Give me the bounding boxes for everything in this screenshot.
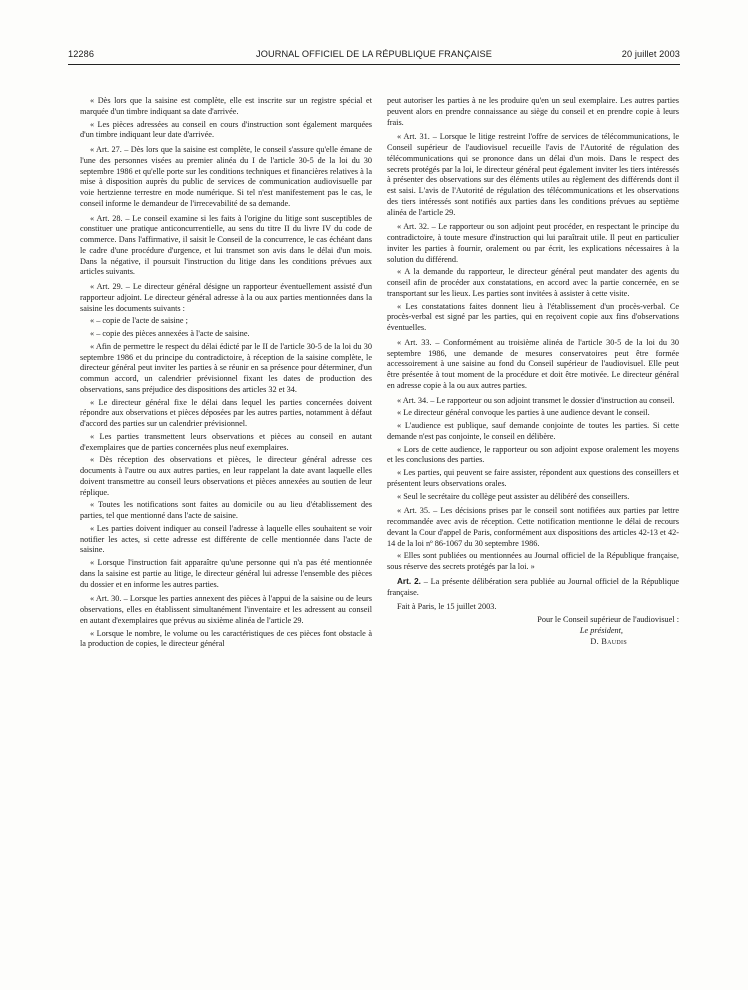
article-27: « Art. 27. – Dès lors que la saisine est complète, le conseil s'assure qu'elle émane de l'une des personnes visées au premier alinéa du I de l'article 30-5 de la loi du 30 septembre 1986 et qu'elle porte sur les conditions techniques et financières relatives à la mise à disposition auprès du public de services de communication audiovisuelle par voie hertzienne terrestre en mode numérique. Si tel n'est manifestement pas le cas, le conseil informe le demandeur de l'irrecevabilité de sa demande. [80,145,372,208]
signatory-name: D. Baudis [590,636,627,646]
signatory-role: Le président, [579,625,623,635]
paragraph: peut autoriser les parties à ne les produire qu'en un seul exemplaire. Les autres parties peuvent alors en prendre connaissance au siège du conseil et en prendre copie à leurs frais. [387,96,679,127]
article-34: « Art. 34. – Le rapporteur ou son adjoint transmet le dossier d'instruction au conseil. [397,395,675,405]
page-number: 12286 [68,49,95,59]
paragraph: « Afin de permettre le respect du délai édicté par le II de l'article 30-5 de la loi du 30 septembre 1986 et du principe du contradictoire, à réception de la saisine complète, le directeur général peut inviter les parties à se réunir en sa présence pour déterminer, d'un commun accord, un calendrier prévisionnel fixant les dates de production des observations, sans préjudice des dispositions des articles 32 et 34. [80,341,372,394]
paragraph: « Dès réception des observations et pièces, le directeur général adresse ces documents à l'autre ou aux autres parties, en leur rappelant la date avant laquelle elles doivent transmettre au conseil leurs observations et pièces annexées au soutien de leur réplique. [80,455,372,497]
paragraph: « Le directeur général fixe le délai dans lequel les parties concernées doivent répondre aux observations et pièces déposées par les autres parties, notamment à défaut d'accord des parties sur un calendrier prévisionnel. [80,397,372,428]
paragraph: « Les parties, qui peuvent se faire assister, répondent aux questions des conseillers et présentent leurs observations orales. [387,468,679,488]
place-date: Fait à Paris, le 15 juillet 2003. [397,602,497,612]
paragraph: « Les parties doivent indiquer au conseil l'adresse à laquelle elles souhaitent se voir notifier les actes, si cette adresse est différente de celle mentionnée dans l'acte de saisine. [80,523,372,555]
article-29: « Art. 29. – Le directeur général désigne un rapporteur éventuellement assisté d'un rapporteur adjoint. Le directeur général adresse à la ou aux parties mentionnées dans la saisine les documents suivants : [80,282,372,313]
paragraph: « Le directeur général convoque les parties à une audience devant le conseil. [397,408,650,418]
paragraph: « Les parties transmettent leurs observations et pièces au conseil en autant d'exemplaires que de parties concernées plus neuf exemplaires. [80,431,372,452]
article-35: « Art. 35. – Les décisions prises par le conseil sont notifiées aux parties par lettre recommandée avec avis de réception. Cette notification mentionne le délai de recours devant la Cour d'appel de Paris, conformément aux dispositions des articles 42-13 et 42-14 de la loi nº 86-1067 du 30 septembre 1986. [387,506,679,548]
paragraph: « Les pièces adressées au conseil en cours d'instruction sont également marquées d'un timbre indiquant leur date d'arrivée. [80,119,372,140]
right-column [387,96,679,647]
paragraph: « L'audience est publique, sauf demande conjointe de toutes les parties. Si cette demande n'est pas conjointe, le conseil en délibère. [387,421,679,441]
paragraph: « A la demande du rapporteur, le directeur général peut mandater des agents du conseil afin de procéder aux constatations, en accord avec la partie concernée, en se transportant sur les lieux. Les parties sont invitées à assister à cette visite. [387,267,679,298]
paragraph: « Dès lors que la saisine est complète, elle est inscrite sur un registre spécial et marquée d'un timbre indiquant sa date d'arrivée. [80,96,372,116]
article-2-text: – La présente délibération sera publiée au Journal officiel de la République française. [387,576,680,597]
page-header [68,49,680,63]
publication-date: 20 juillet 2003 [621,49,680,59]
header-rule [68,64,680,65]
paragraph: « Lorsque l'instruction fait apparaître qu'une personne qui n'a pas été mentionnée dans la saisine est partie au litige, le directeur général lui adresse l'ensemble des pièces du dossier et en informe les autres parties. [80,558,372,589]
article-2-label: Art. 2. [397,576,421,586]
article-32: « Art. 32. – Le rapporteur ou son adjoint peut procéder, en respectant le principe du contradictoire, à toute mesure d'instruction qui lui paraîtrait utile. Il peut en particulier inviter les parties à fournir, oralement ou par écrit, les explications nécessaires à la solution du différend. [387,222,679,264]
paragraph: « Les constatations faites donnent lieu à l'établissement d'un procès-verbal. Ce procès-verbal est signé par les parties, qui en reçoivent copie aux fins d'observations éventuelles. [387,301,679,332]
signatory-line: Pour le Conseil supérieur de l'audiovisuel : [537,615,679,624]
paragraph: « Lors de cette audience, le rapporteur ou son adjoint expose oralement les moyens et les conclusions des parties. [387,444,679,465]
article-33: « Art. 33. – Conformément au troisième alinéa de l'article 30-5 de la loi du 30 septembre 1986, une demande de mesures conservatoires peut être formée accessoirement à une saisine au fond du Conseil supérieur de l'audiovisuel. Elle peut être présentée à tout moment de la procédure et doit être motivée. Le directeur général en adresse copie à la ou aux autres parties. [387,337,679,390]
paragraph: « Toutes les notifications sont faites au domicile ou au lieu d'établissement des parties, tel que mentionné dans l'acte de saisine. [80,500,372,520]
list-item: « – copie des pièces annexées à l'acte de saisine. [90,329,250,338]
list-item: « – copie de l'acte de saisine ; [90,316,188,326]
article-2 [387,577,679,599]
paragraph: « Elles sont publiées ou mentionnées au Journal officiel de la République française, sous réserve des secrets protégés par la loi. » [387,551,679,571]
paragraph: « Lorsque le nombre, le volume ou les caractéristiques de ces pièces font obstacle à la production de copies, le directeur général [80,628,372,649]
left-column [80,96,372,652]
journal-title: JOURNAL OFFICIEL DE LA RÉPUBLIQUE FRANÇAISE [256,49,492,59]
article-30: « Art. 30. – Lorsque les parties annexent des pièces à l'appui de la saisine ou de leurs observations, elles en établissent simultanément l'inventaire et les adressent au conseil en autant d'exemplaires que prévus au sixième alinéa de l'article 29. [80,594,372,625]
article-31: « Art. 31. – Lorsque le litige restreint l'offre de services de télécommunications, le Conseil supérieur de l'audiovisuel recueille l'avis de l'Autorité de régulation des télécommunications qui se prononce dans un délai d'un mois. Dans le respect des secrets protégés par la loi, le directeur général peut également inviter les tiers intéressés à présenter des observations sur des éléments utiles au règlement des différends dont il est saisi. L'avis de l'Autorité de régulation des télécommunications et les observations des tiers intéressés sont notifiés aux parties dans les conditions prévues au septième alinéa de l'article 29. [387,132,679,217]
article-28: « Art. 28. – Le conseil examine si les faits à l'origine du litige sont susceptibles de constituer une pratique anticoncurrentielle, au sens du titre II du livre IV du code de commerce. Dans l'affirmative, il saisit le Conseil de la concurrence, le cas échéant dans le cadre d'une procédure d'urgence, et lui transmet son avis dans le délai d'un mois. Dans la négative, il poursuit l'instruction du litige dans les conditions prévues aux articles suivants. [80,213,372,277]
paragraph: « Seul le secrétaire du collège peut assister au délibéré des conseillers. [397,491,630,501]
